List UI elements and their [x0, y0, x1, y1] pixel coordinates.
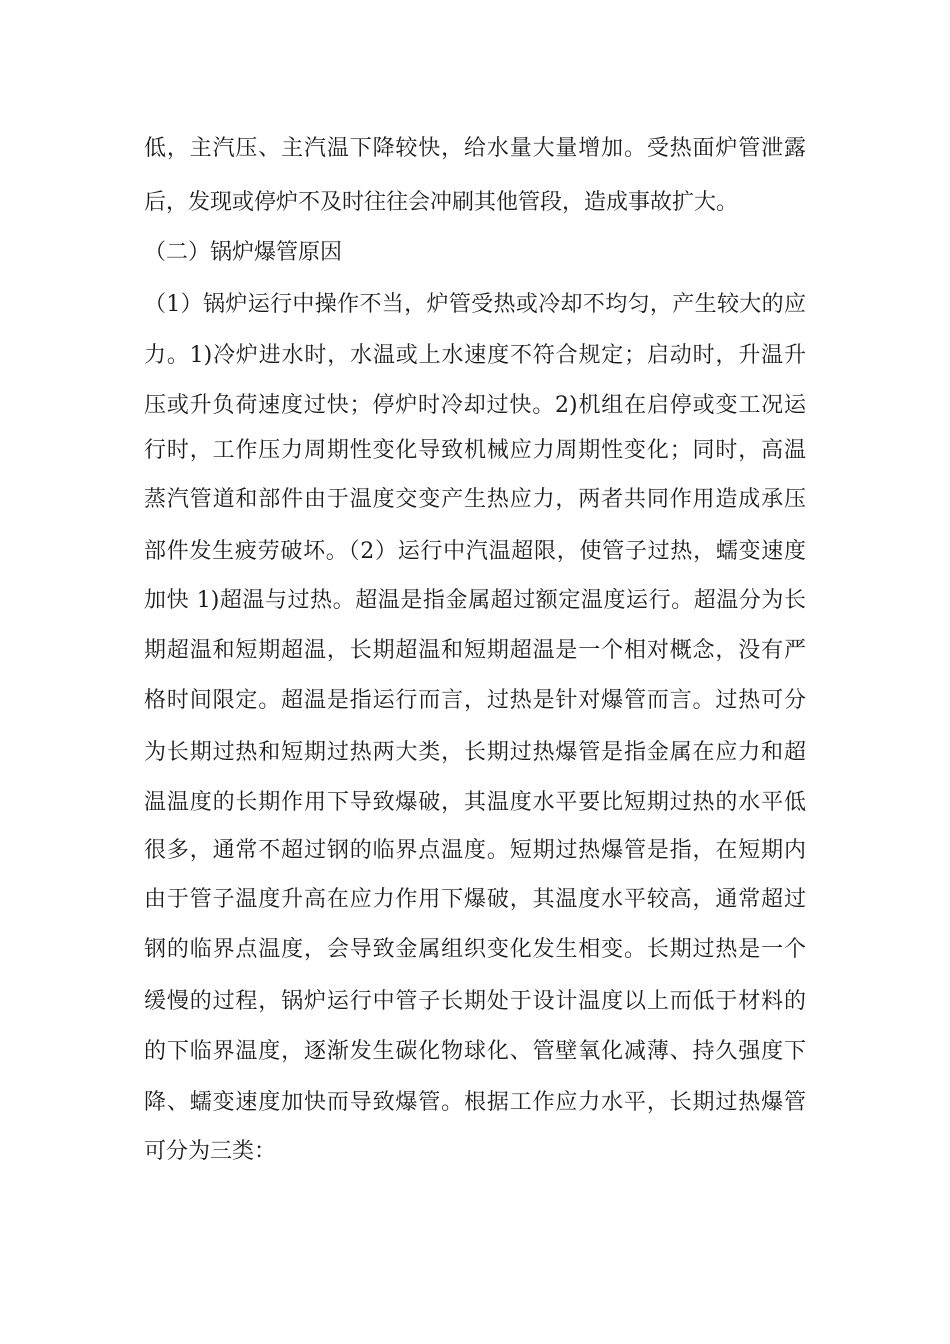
section-heading: （二）锅炉爆管原因: [144, 240, 343, 265]
text-line-5: 力。1)冷炉进水时，水温或上水速度不符合规定；启动时，升温升: [144, 343, 806, 368]
text-line-14: 温温度的长期作用下导致爆破，其温度水平要比短期过热的水平低: [144, 790, 806, 815]
text-line-2: 后，发现或停炉不及时往往会冲刷其他管段，造成事故扩大。: [144, 190, 739, 215]
text-line-11: 期超温和短期超温，长期超温和短期超温是一个相对概念，没有严: [144, 638, 806, 663]
text-line-13: 为长期过热和短期过热两大类，长期过热爆管是指金属在应力和超: [144, 740, 806, 765]
text-line-1: 低，主汽压、主汽温下降较快，给水量大量增加。受热面炉管泄露: [144, 136, 806, 161]
text-line-12: 格时间限定。超温是指运行而言，过热是针对爆管而言。过热可分: [144, 688, 806, 713]
text-line-8: 蒸汽管道和部件由于温度交变产生热应力，两者共同作用造成承压: [144, 487, 806, 512]
text-line-7: 行时，工作压力周期性变化导致机械应力周期性变化；同时，高温: [144, 438, 806, 463]
text-line-20: 降、蠕变速度加快而导致爆管。根据工作应力水平，长期过热爆管: [144, 1090, 806, 1115]
text-line-6: 压或升负荷速度过快；停炉时冷却过快。2)机组在启停或变工况运: [144, 393, 806, 418]
text-line-18: 缓慢的过程，锅炉运行中管子长期处于设计温度以上而低于材料的: [144, 989, 806, 1014]
text-line-21: 可分为三类：: [144, 1139, 277, 1164]
text-line-10: 加快 1)超温与过热。超温是指金属超过额定温度运行。超温分为长: [144, 588, 806, 613]
text-line-19: 的下临界温度，逐渐发生碳化物球化、管壁氧化减薄、持久强度下: [144, 1039, 806, 1064]
text-line-4: （1）锅炉运行中操作不当，炉管受热或冷却不均匀，产生较大的应: [144, 292, 806, 317]
text-line-16: 由于管子温度升高在应力作用下爆破，其温度水平较高，通常超过: [144, 887, 806, 912]
text-line-15: 很多，通常不超过钢的临界点温度。短期过热爆管是指，在短期内: [144, 838, 806, 863]
text-line-17: 钢的临界点温度，会导致金属组织变化发生相变。长期过热是一个: [144, 937, 806, 962]
text-line-9: 部件发生疲劳破坏。（2）运行中汽温超限，使管子过热，蠕变速度: [144, 539, 806, 564]
